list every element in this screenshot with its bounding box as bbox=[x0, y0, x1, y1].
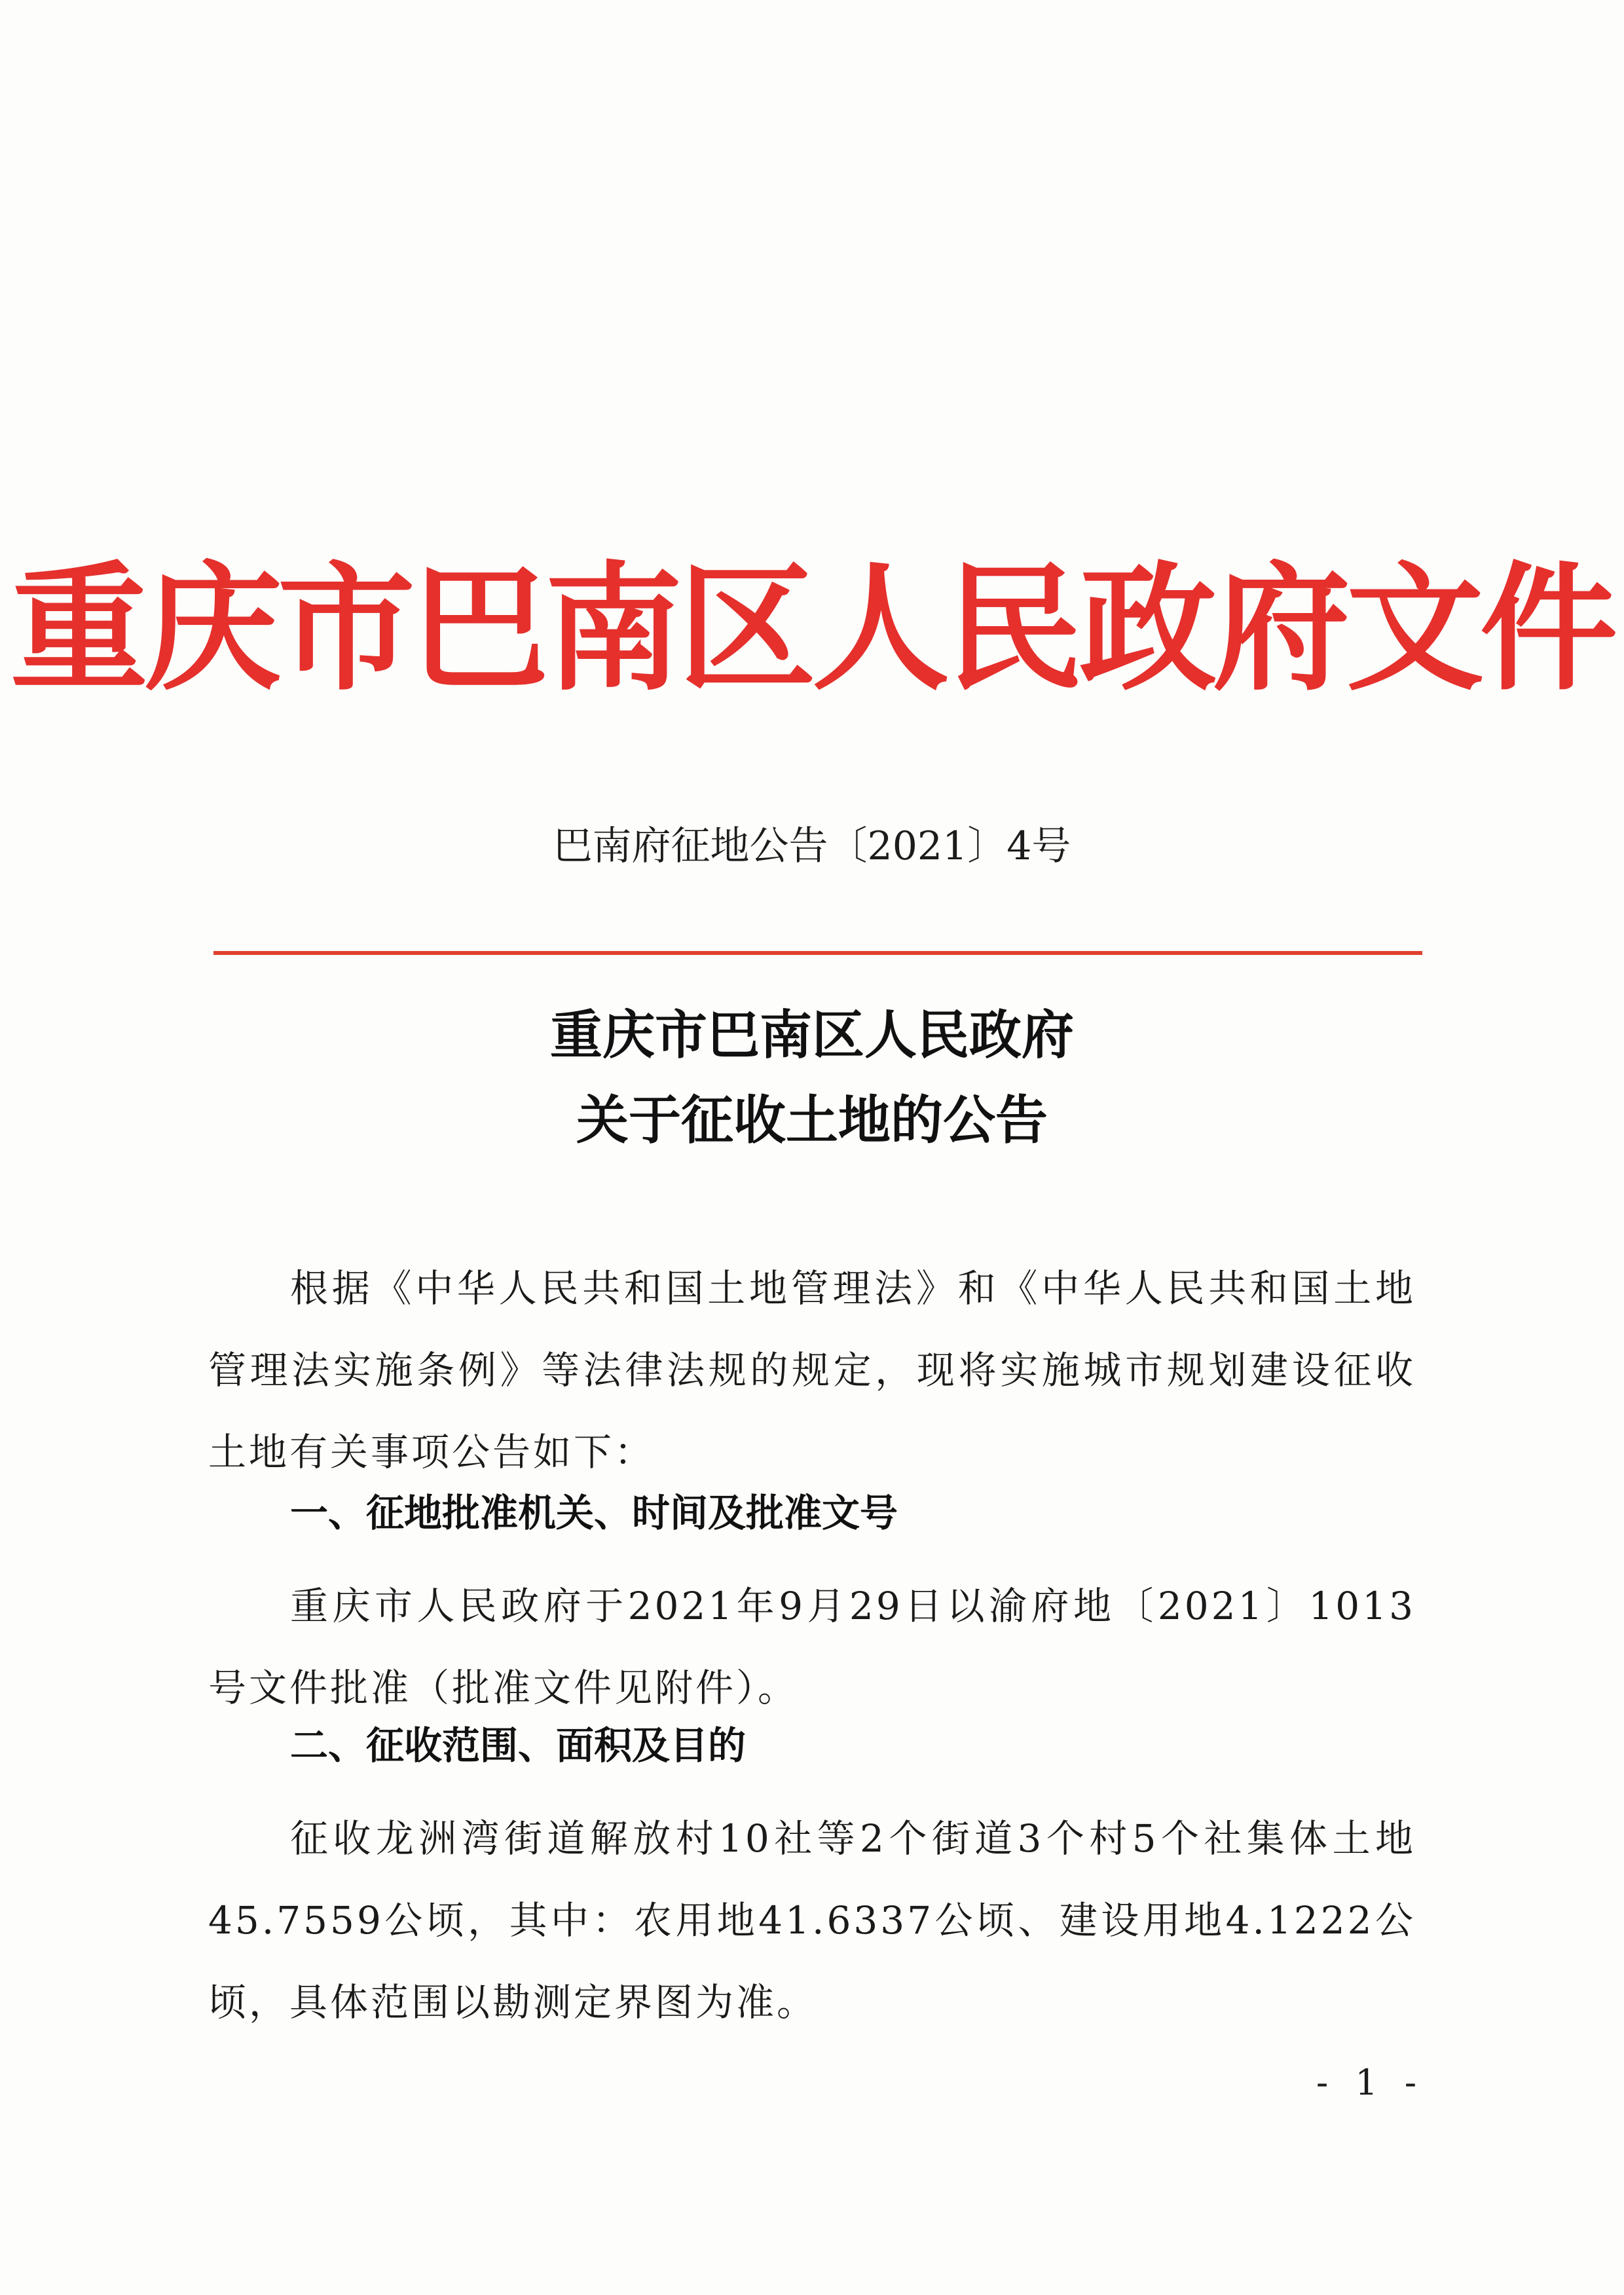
section-heading-approval: 一、征地批准机关、时间及批准文号 bbox=[290, 1491, 898, 1535]
page-number: - 1 - bbox=[1316, 2062, 1425, 2103]
red-divider-line bbox=[213, 951, 1422, 955]
body-paragraph-intro: 根据《中华人民共和国土地管理法》和《中华人民共和国土地管理法实施条例》等法律法规的规定，现将实施城市规划建设征收土地有关事项公告如下： bbox=[208, 1266, 1416, 1474]
body-paragraph-approval: 重庆市人民政府于2021年9月29日以渝府地〔2021〕1013号文件批准（批准文件见附件）。 bbox=[208, 1584, 1416, 1710]
document-header-title: 重庆市巴南区人民政府文件 bbox=[10, 548, 1614, 709]
body-paragraph-scope: 征收龙洲湾街道解放村10社等2个街道3个村5个社集体土地45.7559公顷，其中：农用地41.6337公顷、建设用地4.1222公顷，具体范围以勘测定界图为准。 bbox=[208, 1816, 1416, 2024]
notice-title-line-1: 重庆市巴南区人民政府 bbox=[550, 1004, 1074, 1066]
section-heading-scope: 二、征收范围、面积及目的 bbox=[290, 1723, 747, 1768]
notice-title-line-2: 关于征收土地的公告 bbox=[576, 1089, 1048, 1151]
document-number: 巴南府征地公告〔2021〕4号 bbox=[553, 823, 1071, 869]
